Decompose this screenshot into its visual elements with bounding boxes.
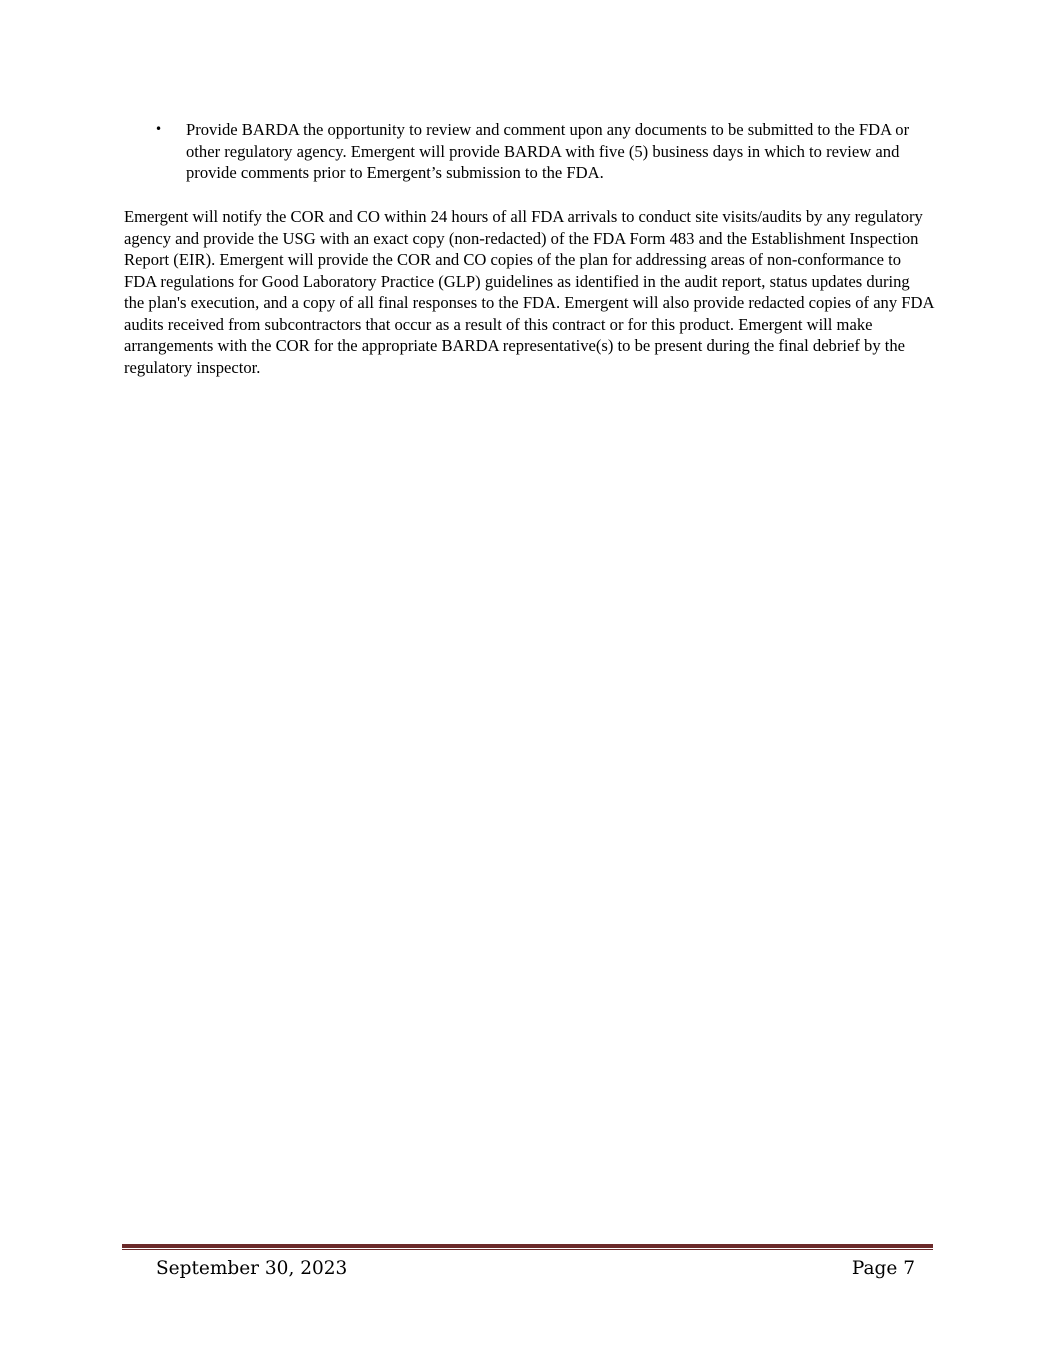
footer-divider-thick — [122, 1244, 933, 1248]
bullet-list — [155, 119, 935, 184]
footer-date: September 30, 2023 — [156, 1258, 348, 1279]
bullet-item — [155, 119, 935, 184]
bullet-icon: • — [155, 122, 163, 136]
bullet-text: Provide BARDA the opportunity to review and comment upon any documents to be submitted to the FDA or other regulatory agency. Emergent will provide BARDA with five (5) business days in which to review and provide comments prior to Emergent’s submission to the FDA. — [186, 120, 910, 182]
page-number: Page 7 — [851, 1258, 915, 1279]
footer-divider — [122, 1244, 933, 1250]
body-paragraph: Emergent will notify the COR and CO within 24 hours of all FDA arrivals to conduct site visits/audits by any regulatory agency and provide the USG with an exact copy (non-redacted) of the FDA Form 483 and the Establishment Inspection Report (EIR). Emergent will provide the COR and CO copies of the plan for addressing areas of non-conformance to FDA regulations for Good Laboratory Practice (GLP) guidelines as identified in the audit report, status updates during the plan's execution, and a copy of all final responses to the FDA. Emergent will also provide redacted copies of any FDA audits received from subcontractors that occur as a result of this contract or for this product. Emergent will make arrangements with the COR for the appropriate BARDA representative(s) to be present during the final debrief by the regulatory inspector. — [124, 207, 934, 377]
footer-divider-thin — [122, 1249, 933, 1250]
